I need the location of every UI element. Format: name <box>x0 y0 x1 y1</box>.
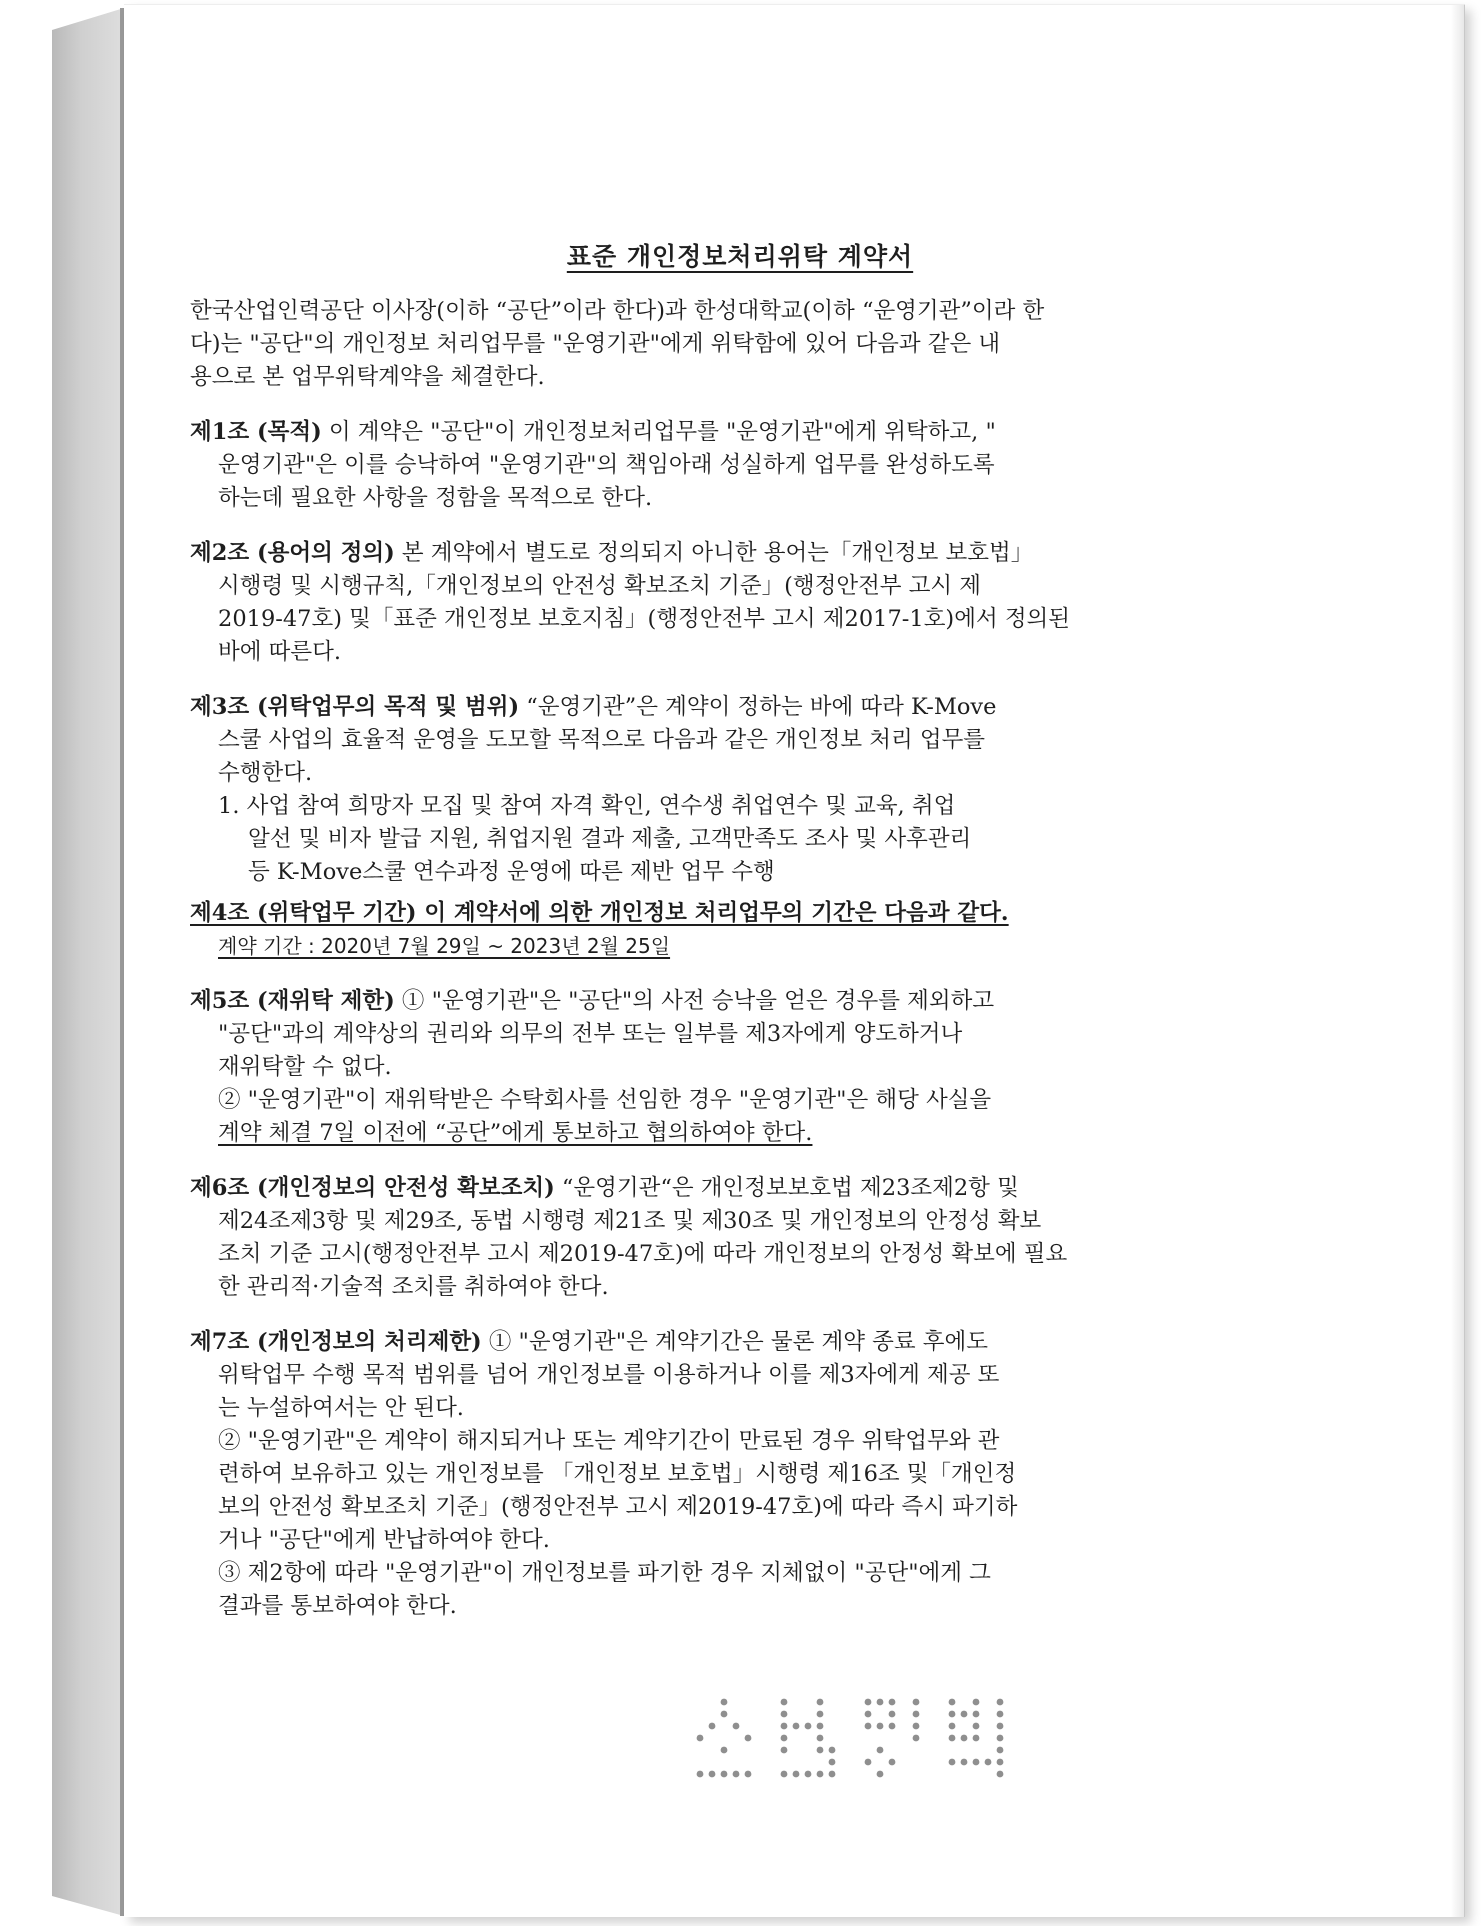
article-2 <box>190 537 1290 669</box>
stamp-dot <box>877 1699 884 1706</box>
stamp-dot <box>961 1735 968 1742</box>
stamp-dot <box>745 1771 752 1778</box>
perforated-seal-stamp <box>690 1688 1030 1798</box>
stamp-dot <box>961 1759 968 1766</box>
article-text: 제24조제3항 및 제29조, 동법 시행령 제21조 및 제30조 및 개인정보의 안정성 확보 <box>218 1208 1042 1234</box>
stamp-dot <box>733 1771 740 1778</box>
stamp-dot <box>889 1723 896 1730</box>
stamp-dot <box>817 1771 824 1778</box>
stamp-dot <box>997 1735 1004 1742</box>
stamp-dot <box>949 1699 956 1706</box>
stamp-dot <box>829 1771 836 1778</box>
article-text: 는 누설하여서는 안 된다. <box>218 1395 464 1421</box>
list-item: 등 K-Move스쿨 연수과정 운영에 따른 제반 업무 수행 <box>248 859 775 885</box>
stamp-dot <box>913 1711 920 1718</box>
stamp-dot <box>949 1723 956 1730</box>
contract-period: 계약 기간 : 2020년 7월 29일 ~ 2023년 2월 25일 <box>218 934 671 958</box>
stamp-dot <box>973 1759 980 1766</box>
stamp-dot <box>997 1711 1004 1718</box>
article-5-heading: 제5조 (재위탁 제한) <box>190 988 395 1014</box>
article-1-heading: 제1조 (목적) <box>190 419 322 445</box>
stamp-dot <box>949 1759 956 1766</box>
article-1 <box>190 416 1290 515</box>
article-text: ③ 제2항에 따라 "운영기관"이 개인정보를 파기한 경우 지체없이 "공단"에게 그 <box>218 1560 991 1586</box>
article-4-heading: 제4조 (위탁업무 기간) 이 계약서에 의한 개인정보 처리업무의 기간은 다음과 같다. <box>190 900 1009 926</box>
stamp-dot <box>709 1771 716 1778</box>
stamp-dot <box>805 1771 812 1778</box>
article-3 <box>190 691 1290 889</box>
stamp-dot <box>793 1723 800 1730</box>
stamp-dot <box>877 1771 884 1778</box>
stamp-dot <box>817 1735 824 1742</box>
article-text: 수행한다. <box>218 760 313 786</box>
article-text: ① "운영기관"은 "공단"의 사전 승낙을 얻은 경우를 제외하고 <box>394 988 995 1014</box>
article-4 <box>190 897 1290 963</box>
article-text: 계약 체결 7일 이전에 “공단”에게 통보하고 협의하여야 한다. <box>218 1120 813 1146</box>
document-body <box>190 240 1290 1631</box>
stamp-dot <box>973 1735 980 1742</box>
article-text: 보의 안전성 확보조치 기준」(행정안전부 고시 제2019-47호)에 따라 즉시 파기하 <box>218 1494 1018 1520</box>
stamp-dot <box>913 1699 920 1706</box>
article-text: “운영기관“은 개인정보보호법 제23조제2항 및 <box>554 1175 1019 1201</box>
article-3-heading: 제3조 (위탁업무의 목적 및 범위) <box>190 694 520 720</box>
stamp-dot <box>781 1771 788 1778</box>
article-text: 스쿨 사업의 효율적 운영을 도모할 목적으로 다음과 같은 개인정보 처리 업무를 <box>218 727 986 753</box>
intro-line: 용으로 본 업무위탁계약을 체결한다. <box>190 364 545 390</box>
stamp-dot <box>997 1723 1004 1730</box>
stamp-dot <box>961 1711 968 1718</box>
page-shadow <box>1451 5 1465 1917</box>
stamp-dot <box>781 1711 788 1718</box>
article-text: 위탁업무 수행 목적 범위를 넘어 개인정보를 이용하거나 이를 제3자에게 제공 또 <box>218 1362 1000 1388</box>
stamp-dot <box>805 1723 812 1730</box>
page-stack-edge <box>52 8 124 1916</box>
stamp-dot <box>973 1699 980 1706</box>
article-7 <box>190 1326 1290 1623</box>
stamp-dot <box>817 1747 824 1754</box>
stamp-dot <box>793 1771 800 1778</box>
intro-paragraph <box>190 295 1290 394</box>
article-text: 2019-47호) 및「표준 개인정보 보호지침」(행정안전부 고시 제2017-1호)에서 정의된 <box>218 606 1071 632</box>
article-text: “운영기관”은 계약이 정하는 바에 따라 K-Move <box>519 694 997 720</box>
article-text: 바에 따른다. <box>218 639 341 665</box>
stamp-dot <box>721 1699 728 1706</box>
stamp-dot <box>985 1759 992 1766</box>
stamp-dot <box>721 1771 728 1778</box>
article-text: 이 계약은 "공단"이 개인정보처리업무를 "운영기관"에게 위탁하고, " <box>321 419 996 445</box>
article-text: 결과를 통보하여야 한다. <box>218 1593 457 1619</box>
list-item: 1. 사업 참여 희망자 모집 및 참여 자격 확인, 연수생 취업연수 및 교육, 취업 <box>218 793 956 819</box>
stamp-dot <box>865 1759 872 1766</box>
stamp-dot <box>997 1699 1004 1706</box>
stamp-dot <box>745 1735 752 1742</box>
article-text: 련하여 보유하고 있는 개인정보를 「개인정보 보호법」시행령 제16조 및「개인정 <box>218 1461 1017 1487</box>
stamp-dot <box>997 1759 1004 1766</box>
article-text: 시행령 및 시행규칙,「개인정보의 안전성 확보조치 기준」(행정안전부 고시 제 <box>218 573 982 599</box>
article-6-heading: 제6조 (개인정보의 안전성 확보조치) <box>190 1175 555 1201</box>
stamp-dot <box>889 1759 896 1766</box>
stamp-dot <box>997 1747 1004 1754</box>
stamp-dot <box>913 1723 920 1730</box>
stamp-dot <box>817 1699 824 1706</box>
stamp-dot <box>889 1711 896 1718</box>
stamp-dot <box>973 1723 980 1730</box>
stamp-dot <box>781 1747 788 1754</box>
article-2-heading: 제2조 (용어의 정의) <box>190 540 395 566</box>
article-text: ② "운영기관"이 재위탁받은 수탁회사를 선임한 경우 "운영기관"은 해당 사실을 <box>218 1087 992 1113</box>
intro-line: 다)는 "공단"의 개인정보 처리업무를 "운영기관"에게 위탁함에 있어 다음과 같은 내 <box>190 331 1001 357</box>
article-text: "공단"과의 계약상의 권리와 의무의 전부 또는 일부를 제3자에게 양도하거나 <box>218 1021 963 1047</box>
article-text: ① "운영기관"은 계약기간은 물론 계약 종료 후에도 <box>481 1329 988 1355</box>
intro-line: 한국산업인력공단 이사장(이하 “공단”이라 한다)과 한성대학교(이하 “운영기관”이라 한 <box>190 298 1045 324</box>
stamp-dot <box>829 1759 836 1766</box>
list-item: 알선 및 비자 발급 지원, 취업지원 결과 제출, 고객만족도 조사 및 사후관리 <box>248 826 972 852</box>
stamp-dot <box>889 1699 896 1706</box>
article-text: 한 관리적·기술적 조치를 취하여야 한다. <box>218 1274 609 1300</box>
stamp-dot <box>949 1711 956 1718</box>
stamp-dot <box>865 1723 872 1730</box>
stamp-dot <box>733 1723 740 1730</box>
article-text: 거나 "공단"에게 반납하여야 한다. <box>218 1527 550 1553</box>
stamp-dot <box>697 1735 704 1742</box>
stamp-dot <box>781 1699 788 1706</box>
stamp-dot <box>865 1711 872 1718</box>
stamp-dot <box>721 1747 728 1754</box>
article-5 <box>190 985 1290 1150</box>
stamp-dot <box>877 1747 884 1754</box>
stamp-dot <box>697 1771 704 1778</box>
article-text: 본 계약에서 별도로 정의되지 아니한 용어는「개인정보 보호법」 <box>394 540 1034 566</box>
article-text: 재위탁할 수 없다. <box>218 1054 392 1080</box>
stamp-dot <box>817 1723 824 1730</box>
stamp-dot <box>997 1771 1004 1778</box>
article-text: 운영기관"은 이를 승낙하여 "운영기관"의 책임아래 성실하게 업무를 완성하도록 <box>218 452 995 478</box>
stamp-dot <box>865 1699 872 1706</box>
article-7-heading: 제7조 (개인정보의 처리제한) <box>190 1329 482 1355</box>
stamp-dot <box>829 1747 836 1754</box>
article-text: ② "운영기관"은 계약이 해지되거나 또는 계약기간이 만료된 경우 위탁업무와 관 <box>218 1428 1000 1454</box>
stamp-dot <box>781 1735 788 1742</box>
stamp-dot <box>721 1711 728 1718</box>
article-6 <box>190 1172 1290 1304</box>
stamp-dot <box>781 1723 788 1730</box>
article-text: 하는데 필요한 사항을 정함을 목적으로 한다. <box>218 485 653 511</box>
stamp-dot <box>949 1735 956 1742</box>
article-text: 조치 기준 고시(행정안전부 고시 제2019-47호)에 따라 개인정보의 안정성 확보에 필요 <box>218 1241 1068 1267</box>
document-title: 표준 개인정보처리위탁 계약서 <box>566 242 914 271</box>
stamp-dot <box>709 1723 716 1730</box>
stamp-dot <box>913 1735 920 1742</box>
stamp-dot <box>877 1723 884 1730</box>
stamp-dot <box>973 1711 980 1718</box>
stamp-dot <box>817 1711 824 1718</box>
